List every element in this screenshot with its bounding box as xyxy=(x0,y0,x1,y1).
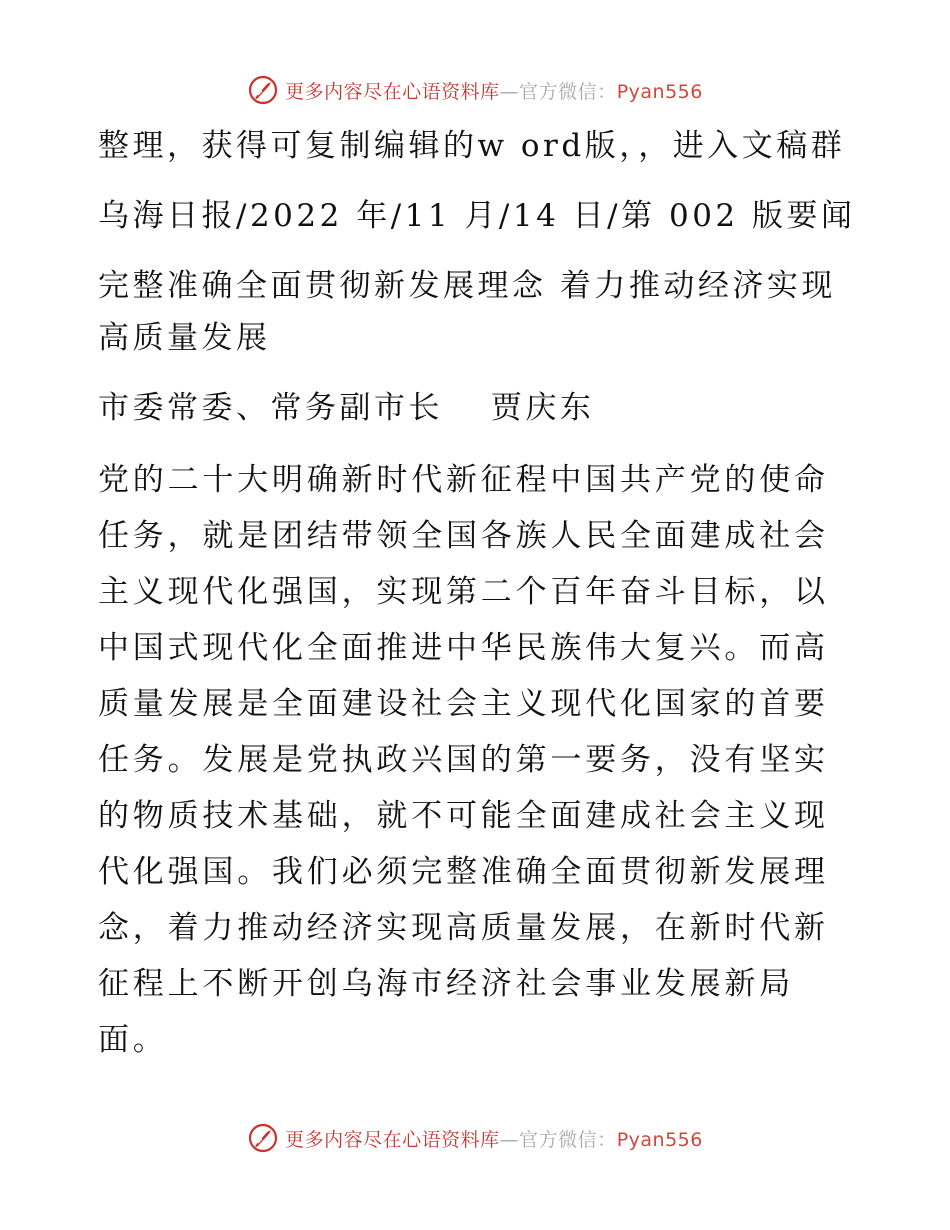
footer-banner-text xyxy=(285,1125,703,1152)
footer-banner-inner xyxy=(247,1122,703,1154)
article-title: 完整准确全面贯彻新发展理念 着力推动经济实现高质量发展 xyxy=(98,268,836,356)
body-paragraph: 党的二十大明确新时代新征程中国共产党的使命任务，就是团结带领全国各族人民全面建成社会主义现代化强国，实现第二个百年奋斗目标，以中国式现代化全面推进中华民族伟大复兴。而高质量发展是全面建设社会主义现代化国家的首要任务。发展是党执政兴国的第一要务，没有坚实的物质技术基础，就不可能全面建成社会主义现代化强国。我们必须完整准确全面贯彻新发展理念，着力推动经济实现高质量发展，在新时代新征程上不断开创乌海市经济社会事业发展新局面。 xyxy=(98,462,829,1058)
header-banner-main: 更多内容尽在心语资料库 xyxy=(285,80,500,103)
source-line: 乌海日报/2022 年/11 月/14 日/第 002 版要闻 xyxy=(98,198,856,234)
header-banner-text xyxy=(285,77,703,104)
header-banner-inner xyxy=(247,74,703,106)
header-banner-wechat-id: Pyan556 xyxy=(616,80,703,103)
header-banner-wechat-label: 官方微信： xyxy=(519,80,617,103)
footer-banner-wechat-id: Pyan556 xyxy=(616,1128,703,1151)
footer-banner xyxy=(0,1118,950,1158)
quill-pen-seal-icon xyxy=(247,74,279,106)
document-content xyxy=(98,120,858,1086)
header-banner xyxy=(0,70,950,110)
footer-banner-main: 更多内容尽在心语资料库 xyxy=(285,1128,500,1151)
footer-banner-dash: — xyxy=(499,1128,520,1151)
footer-banner-wechat-label: 官方微信： xyxy=(519,1128,617,1151)
header-banner-dash: — xyxy=(499,80,520,103)
quill-pen-seal-icon xyxy=(247,1122,279,1154)
intro-paragraph: 整理，获得可复制编辑的w ord版，，进入文稿群 xyxy=(98,128,846,164)
author-line: 市委常委、常务副市长 贾庆东 xyxy=(98,390,595,426)
